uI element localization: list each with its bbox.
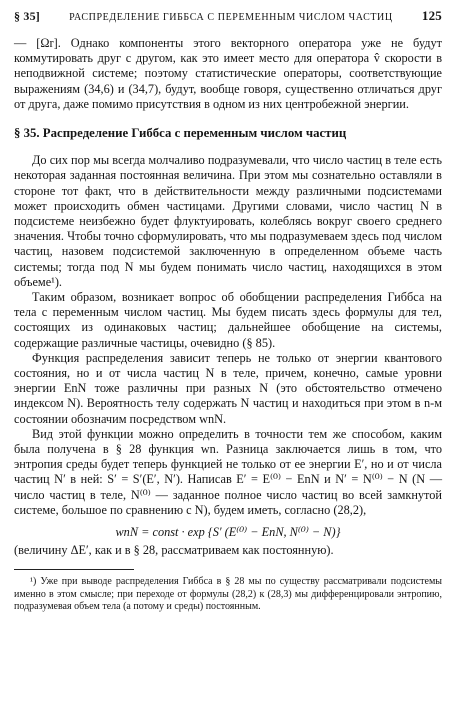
page-number: 125 bbox=[421, 8, 442, 23]
section-mark: § 35] bbox=[14, 9, 40, 23]
section-heading: § 35. Распределение Гиббса с переменным числом частиц bbox=[14, 126, 347, 141]
footnote: ¹) Уже при выводе распределения Гиббса в § 28 мы по существу рассматривали подсистемы именно в этом смысле; при переходе от формулы (28,2) к (28,3) мы дифференцировали энтропию, подразумевая объем тела (а потому и среды) постоянным. bbox=[14, 576, 442, 612]
running-head bbox=[14, 8, 442, 24]
body-text bbox=[14, 36, 442, 558]
after-formula-text: (величину ΔE′, как и в § 28, рассматриваем как постоянную). bbox=[14, 543, 334, 558]
book-page bbox=[14, 8, 442, 613]
paragraph-4: Вид этой функции можно определить в точности тем же способом, каким была получена в § 28 функция wn. Разница заключается лишь в том, что энтропия среды будет теперь функцией не только от ее энергии E′, но и от числа частиц N′ в ней: S′ = S′(E′, N′). Написав E′ = E⁽⁰⁾ − EnN и N′ = N⁽⁰⁾ − N (N — число частиц в теле, N⁽⁰⁾ — заданное полное число частиц во всей замкнутой системе, большое по сравнению с N), будем иметь, согласно (28,2), bbox=[14, 426, 442, 517]
paragraph-2: Таким образом, возникает вопрос об обобщении распределения Гиббса на тела с переменным числом частиц. Мы будем писать здесь формулы для тел, состоящих из одинаковых частиц; дальнейшее обобщение на системы, содержащие различные частицы, очевидно (§ 85). bbox=[14, 290, 442, 350]
intro-paragraph: — [Ωr]. Однако компоненты этого векторного оператора уже не будут коммутировать друг с другом, как это имеет место для оператора v̂ скорости в неподвижной системе; поэтому статистические операторы, соответствующие выражениям (34,6) и (34,7), будут, вообще говоря, существенно отличаться друг от друга, даже помимо присутствия в одном из них центробежной энергии. bbox=[14, 36, 442, 111]
footnote-divider bbox=[14, 569, 134, 570]
formula: wnN = const · exp {S′ (E⁽⁰⁾ − EnN, N⁽⁰⁾ − N)} bbox=[115, 525, 341, 540]
paragraph-1: До сих пор мы всегда молчаливо подразумевали, что число частиц в теле есть некоторая заданная постоянная величина. При этом мы сознательно оставляли в стороне тот факт, что в действительности между различными подсистемами может происходить обмен частицами. Другими словами, число частиц N в подсистеме неизбежно будет флуктуировать, колеблясь вокруг своего среднего значения. Чтобы точно сформулировать, что мы подразумеваем здесь под числом частиц, назовем подсистемой заключенную в определенном объеме часть системы; тогда под N мы будем понимать число частиц, находящихся в этом объеме¹). bbox=[14, 153, 442, 289]
paragraph-3: Функция распределения зависит теперь не только от энергии квантового состояния, но и от числа частиц N в теле, причем, конечно, самые уровни энергии EnN тоже различны при разных N (это обстоятельство отмечено индексом N). Вероятность телу содержать N частиц и находиться при этом в n-м состоянии обозначим посредством wnN. bbox=[14, 350, 442, 426]
running-title: РАСПРЕДЕЛЕНИЕ ГИББСА С ПЕРЕМЕННЫМ ЧИСЛОМ ЧАСТИЦ bbox=[69, 12, 393, 23]
